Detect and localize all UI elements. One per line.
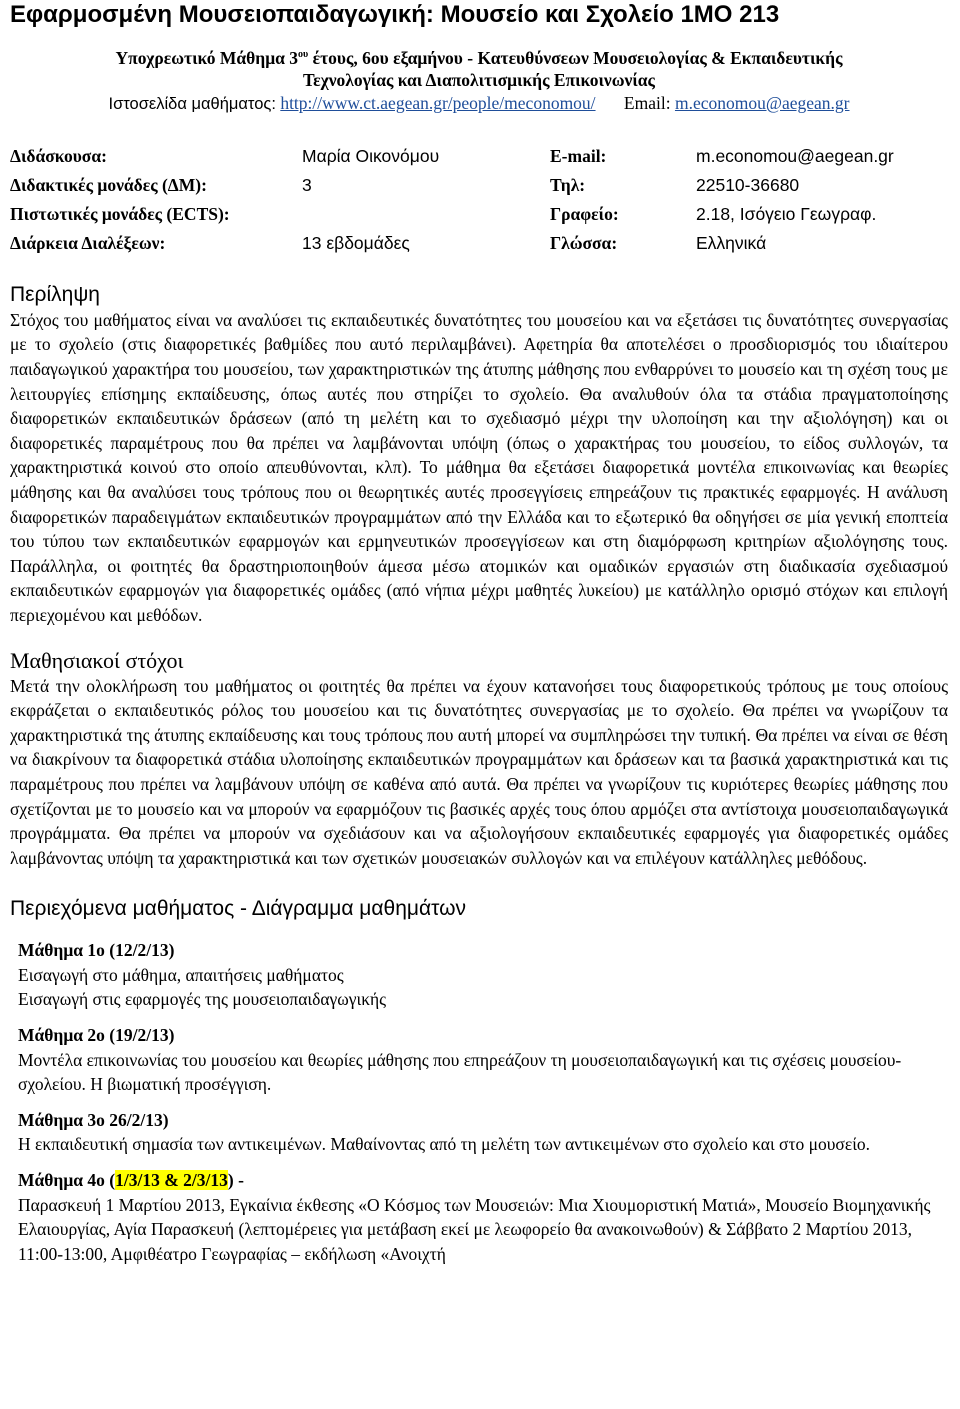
website-link[interactable]: http://www.ct.aegean.gr/people/meconomou/ [280, 92, 596, 113]
info-row-units [10, 171, 948, 200]
units-value: 3 [302, 174, 312, 195]
website-label: Ιστοσελίδα μαθήματος: [108, 94, 276, 113]
units-label: Διδακτικές μονάδες (ΔΜ): [10, 174, 207, 195]
ects-label: Πιστωτικές μονάδες (ECTS): [10, 203, 230, 224]
course-info-table [10, 142, 948, 258]
subtitle-line-1: Υποχρεωτικό Μάθημα $3^{o\upsilon}$ έτους, 6ου εξαμήνου - Κατευθύνσεων Μουσειολογίας & Εκπαιδευτικής [115, 47, 843, 68]
lesson-line: Παρασκευή 1 Μαρτίου 2013, Εγκαίνια έκθεσης «Ο Κόσμος των Μουσειών: Μια Χιουμοριστική Ματιά», Μουσείο Βιομηχανικής Ελαιουργίας, Αγία Παρασκευή (λεπτομέρειες για μετάβαση εκεί με λεωφορείο θα ανακοινωθούν) & Σάββατο 2 Μαρτίου 2013, 11:00-13:00, Αμφιθέατρο Γεωγραφίας – εκδήλωση «Ανοιχτή [18, 1194, 931, 1264]
duration-value: 13 εβδομάδες [302, 232, 410, 253]
learning-goals-heading: Μαθησιακοί στόχοι [10, 647, 184, 673]
learning-goals-section [10, 648, 948, 871]
course-contents-section [10, 896, 948, 1266]
instructor-value: Μαρία Οικονόμου [302, 145, 440, 166]
lesson-item [18, 938, 948, 1012]
course-subtitle [10, 44, 948, 91]
page-title: Εφαρμοσμένη Μουσειοπαιδαγωγική: Μουσείο και Σχολείο 1ΜΟ 213 [10, 1, 780, 28]
lesson-item [18, 1108, 948, 1157]
learning-goals-text: Μετά την ολοκλήρωση του μαθήματος οι φοιτητές θα πρέπει να έχουν κατανοήσει τους διαφορετικούς τρόπους με τους οποίους εκφράζεται ο εκπαιδευτικός ρόλος του μουσείου και τις δυνατότητες συνεργασίας με το σχολείο. Θα πρέπει να γνωρίζουν τα χαρακτηριστικά της άτυπης εκπαίδευσης και τους τρόπους που αυτή μπορεί να συμπληρώσει την τυπική. Θα πρέπει να είναι σε θέση να διακρίνουν τα διαφορετικά στάδια υλοποίησης εκπαιδευτικών προγραμμάτων και δράσεων και τα βασικά χαρακτηριστικά και τις παραμέτρους που πρέπει να λαμβάνουν υπόψη σε καθένα από αυτά. Θα πρέπει να γνωρίζουν τις κυριότερες θεωρίες μάθησης που σχετίζονται με το μουσείο και να μπορούν να εφαρμόζουν τις βασικές αρχές τους όπου αρμόζει στα αντίστοιχα μουσειοπαιδαγωγικά προγράμματα. Θα πρέπει να μπορούν να σχεδιάσουν και να αξιολογήσουν εκπαιδευτικές εφαρμογές για διαφορετικές ομάδες λαμβάνοντας υπόψη τα χαρακτηριστικά και των σχετικών μουσειακών συλλογών και να επιλέγουν κατάλληλες μεθόδους. [10, 675, 948, 868]
subtitle-line-2: Τεχνολογίας και Διαπολιτισμικής Επικοινωνίας [303, 69, 655, 90]
lesson-line: Εισαγωγή στο μάθημα, απαιτήσεις μαθήματος [18, 964, 344, 985]
summary-text: Στόχος του μαθήματος είναι να αναλύσει τις εκπαιδευτικές δυνατότητες του μουσείου και να εξετάσει τις δυνατότητες συνεργασίας με το σχολείο (στις διαφορετικές βαθμίδες που αυτό περιλαμβάνει). Αφετηρία θα αποτελέσει ο προσδιορισμός του ιδιαίτερου παιδαγωγικού χαρακτήρα του μουσείου, των χαρακτηριστικών της άτυπης μάθησης που ενθαρρύνει το μουσείο και τη σχέση τους με λειτουργίες επίσημης εκπαίδευσης, όπως αυτές που στηρίζει το σχολείο. Θα αναλυθούν όλα τα στάδια πραγματοποίησης διαφορετικών εκπαιδευτικών δράσεων (από τη μελέτη και το σχεδιασμό μέχρι την υλοποίηση και την αξιολόγηση) και οι διαφορετικές παραμέτρους που θα πρέπει να λαμβάνονται υπόψη (όπως ο χαρακτήρας του μουσείου, το είδος συλλογών, τα χαρακτηριστικά κοινού στο οποίο απευθύνονται, κλπ). Το μάθημα θα εξετάσει διαφορετικά μοντέλα επικοινωνίας και θεωρίες μάθησης και θα αναλύσει τους τρόπους που οι θεωρητικές αυτές προσεγγίσεις επηρεάζουν τις πρακτικές εφαρμογές. Η ανάλυση διαφορετικών παραδειγμάτων εκπαιδευτικών προγραμμάτων από την Ελλάδα και το εξωτερικό θα οδηγήσει σε μία γενική εποπτεία του τύπου των εκπαιδευτικών εφαρμογών και ερμηνευτικών προσεγγίσεων και στη διαμόρφωση κριτηρίων αξιολόγησης τους. Παράλληλα, οι φοιτητές θα δραστηριοποιηθούν άμεσα μέσω ατομικών και ομαδικών εργασιών στη διαδικασία σχεδιασμού εκπαιδευτικών εφαρμογών για διαφορετικές ομάδες (από νήπια μέχρι μαθητές λυκείου) με κατάλληλο ορισμό στόχων και επιλογή περιεχομένου και μεθόδων. [10, 309, 948, 625]
info-row-ects [10, 200, 948, 229]
lesson-line: Εισαγωγή στις εφαρμογές της μουσειοπαιδαγωγικής [18, 989, 387, 1010]
lesson-title: Μάθημα 3ο 26/2/13) [18, 1109, 169, 1130]
ordinal-suffix: ου [298, 49, 309, 60]
email-label: E-mail: [550, 145, 607, 166]
lesson-line: Η εκπαιδευτική σημασία των αντικειμένων. Μαθαίνοντας από τη μελέτη των αντικειμένων στο σχολείο και στο μουσείο. [18, 1134, 871, 1155]
office-label: Γραφείο: [550, 203, 619, 224]
language-label: Γλώσσα: [550, 232, 618, 253]
phone-value: 22510-36680 [696, 174, 800, 195]
lesson-item [18, 1168, 948, 1266]
lesson-item [18, 1023, 948, 1097]
email-value: m.economou@aegean.gr [696, 145, 894, 166]
lesson-line: Μοντέλα επικοινωνίας του μουσείου και θεωρίες μάθησης που επηρεάζουν τη μουσειοπαιδαγωγική και τις σχέσεις μουσείου-σχολείου. Η βιωματική προσέγγιση. [18, 1049, 902, 1095]
lesson-title: Μάθημα 4ο (1/3/13 & 2/3/13) - [18, 1170, 244, 1191]
lesson-title: Μάθημα 1ο (12/2/13) [18, 940, 175, 961]
summary-section [10, 282, 948, 628]
language-value: Ελληνικά [696, 232, 767, 253]
phone-label: Τηλ: [550, 174, 586, 195]
course-contents-heading: Περιεχόμενα μαθήματος - Διάγραμμα μαθημάτων [10, 897, 467, 921]
instructor-label: Διδάσκουσα: [10, 145, 107, 166]
course-website-line [10, 91, 948, 116]
office-value: 2.18, Ισόγειο Γεωγραφ. [696, 203, 877, 224]
info-row-duration [10, 229, 948, 258]
info-row-instructor [10, 142, 948, 171]
summary-heading: Περίληψη [10, 282, 100, 306]
header-email-label: Email: [623, 92, 671, 113]
lesson-title: Μάθημα 2ο (19/2/13) [18, 1025, 175, 1046]
duration-label: Διάρκεια Διαλέξεων: [10, 232, 166, 253]
header-email-link[interactable]: m.economou@aegean.gr [674, 92, 850, 113]
lesson-list [10, 938, 948, 1266]
highlighted-dates: 1/3/13 & 2/3/13 [115, 1170, 228, 1191]
